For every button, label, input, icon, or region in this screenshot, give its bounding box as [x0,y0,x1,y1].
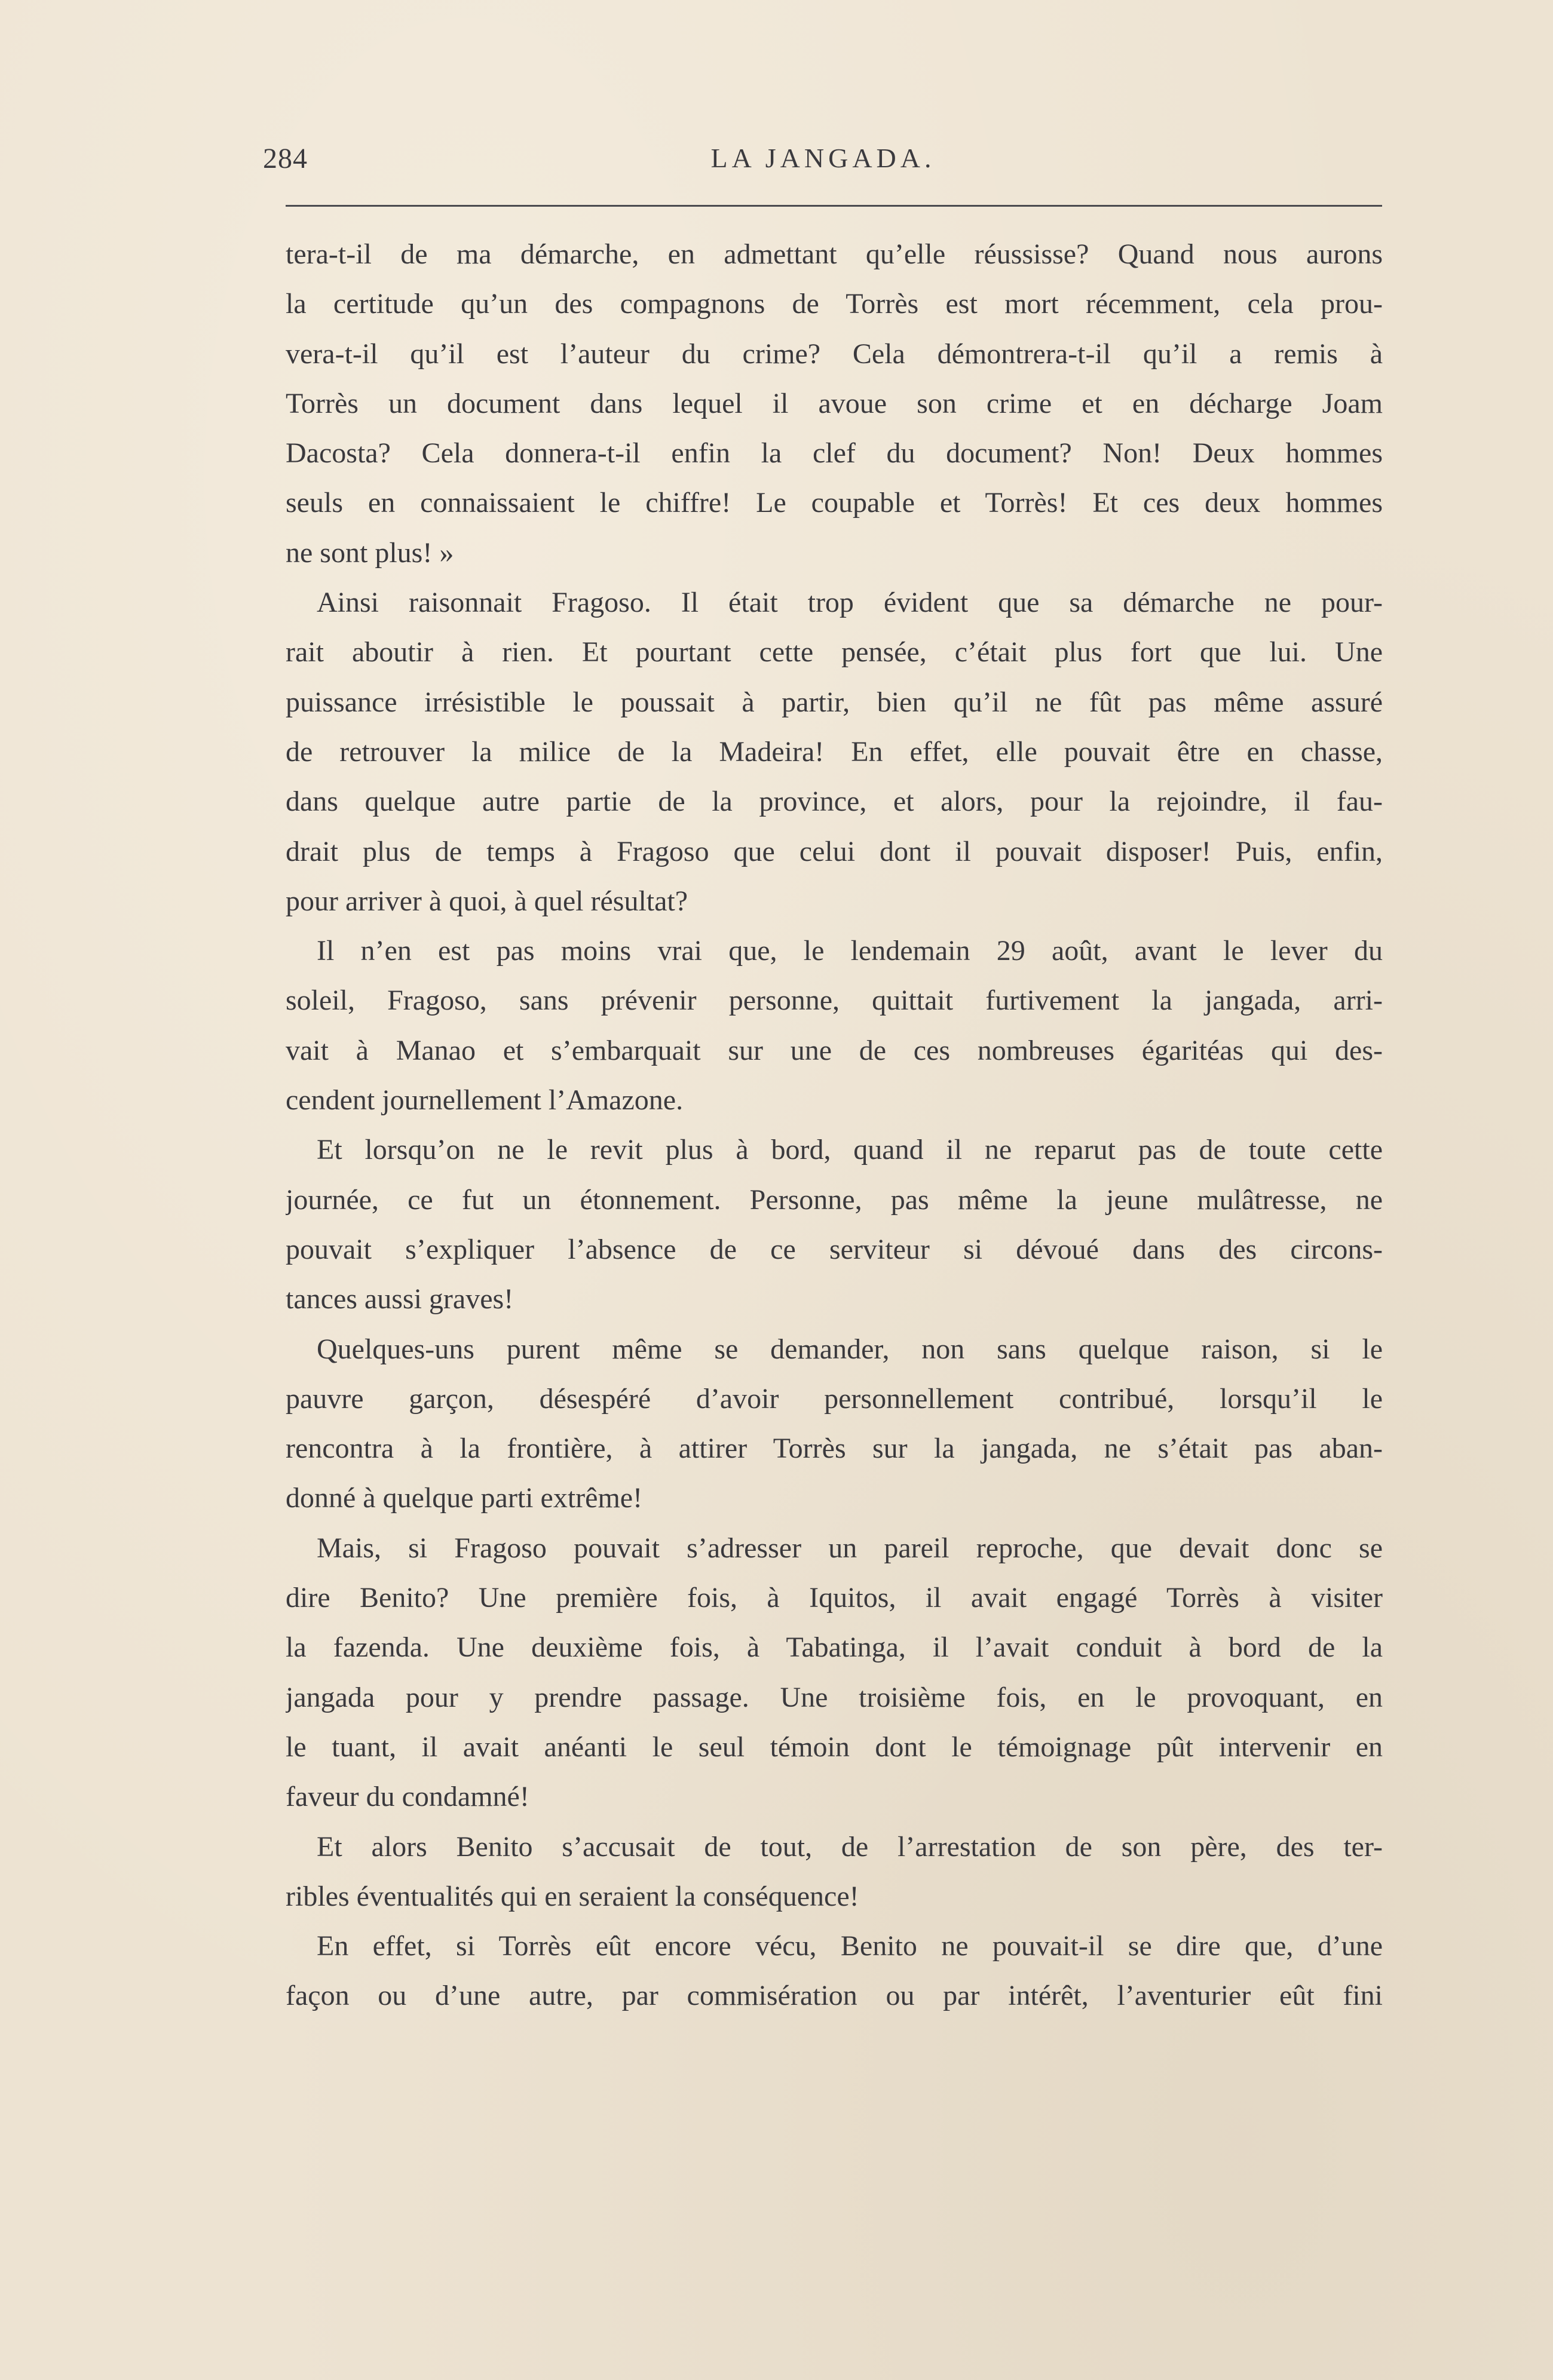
text-line: la fazenda. Une deuxième fois, à Tabatinga, il l’avait conduit à bord de la [286,1631,1383,1664]
text-line: Dacosta? Cela donnera-t-il enfin la clef du document? Non! Deux hommes [286,437,1383,470]
text-line: vait à Manao et s’embarquait sur une de ces nombreuses égaritéas qui des- [286,1034,1383,1066]
text-line: cendent journellement l’Amazone. [286,1084,684,1117]
text-line: de retrouver la milice de la Madeira! En effet, elle pouvait être en chasse, [286,735,1383,768]
text-line: En effet, si Torrès eût encore vécu, Benito ne pouvait-il se dire que, d’une [317,1930,1383,1962]
text-line: pouvait s’expliquer l’absence de ce serviteur si dévoué dans des circons- [286,1233,1383,1265]
text-line: donné à quelque parti extrême! [286,1482,643,1514]
page-number: 284 [263,143,308,174]
header-rule [286,205,1382,207]
running-title: LA JANGADA. [710,143,936,173]
text-line: pour arriver à quoi, à quel résultat? [286,885,688,917]
text-line: rait aboutir à rien. Et pourtant cette pensée, c’était plus fort que lui. Une [286,636,1383,668]
text-line: le tuant, il avait anéanti le seul témoin dont le témoignage pût intervenir en [286,1731,1383,1763]
text-line: vera-t-il qu’il est l’auteur du crime? Cela démontrera-t-il qu’il a remis à [286,338,1383,370]
text-line: ne sont plus! » [286,536,454,569]
text-line: dire Benito? Une première fois, à Iquitos, il avait engagé Torrès à visiter [286,1582,1383,1614]
text-line: la certitude qu’un des compagnons de Torrès est mort récemment, cela prou- [286,288,1383,320]
text-line: tances aussi graves! [286,1283,514,1315]
text-line: Torrès un document dans lequel il avoue son crime et en décharge Joam [286,387,1383,419]
text-line: Et lorsqu’on ne le revit plus à bord, quand il ne reparut pas de toute cette [317,1134,1383,1166]
text-line: Mais, si Fragoso pouvait s’adresser un pareil reproche, que devait donc se [317,1532,1383,1564]
body-text [286,229,1383,2021]
text-line: Quelques-uns purent même se demander, non sans quelque raison, si le [317,1333,1383,1365]
text-line: façon ou d’une autre, par commisération ou par intérêt, l’aventurier eût fini [286,1980,1383,2012]
text-line: journée, ce fut un étonnement. Personne, pas même la jeune mulâtresse, ne [286,1183,1383,1216]
text-line: tera-t-il de ma démarche, en admettant qu’elle réussisse? Quand nous aurons [286,238,1383,270]
text-line: rencontra à la frontière, à attirer Torrès sur la jangada, ne s’était pas aban- [286,1433,1383,1465]
text-line: Il n’en est pas moins vrai que, le lendemain 29 août, avant le lever du [317,935,1383,967]
text-line: ribles éventualités qui en seraient la conséquence! [286,1880,859,1912]
text-line: seuls en connaissaient le chiffre! Le coupable et Torrès! Et ces deux hommes [286,487,1383,519]
text-line: Et alors Benito s’accusait de tout, de l’arrestation de son père, des ter- [317,1830,1383,1863]
text-line: jangada pour y prendre passage. Une troisième fois, en le provoquant, en [286,1681,1383,1713]
text-line: drait plus de temps à Fragoso que celui dont il pouvait disposer! Puis, enfin, [286,835,1383,867]
text-line: pauvre garçon, désespéré d’avoir personnellement contribué, lorsqu’il le [286,1382,1383,1415]
text-line: Ainsi raisonnait Fragoso. Il était trop évident que sa démarche ne pour- [317,587,1383,619]
text-line: dans quelque autre partie de la province, et alors, pour la rejoindre, il fau- [286,786,1383,818]
text-line: puissance irrésistible le poussait à partir, bien qu’il ne fût pas même assuré [286,686,1383,718]
text-line: faveur du condamné! [286,1781,529,1813]
page-header [263,142,1383,190]
text-line: soleil, Fragoso, sans prévenir personne, quittait furtivement la jangada, arri- [286,984,1383,1017]
